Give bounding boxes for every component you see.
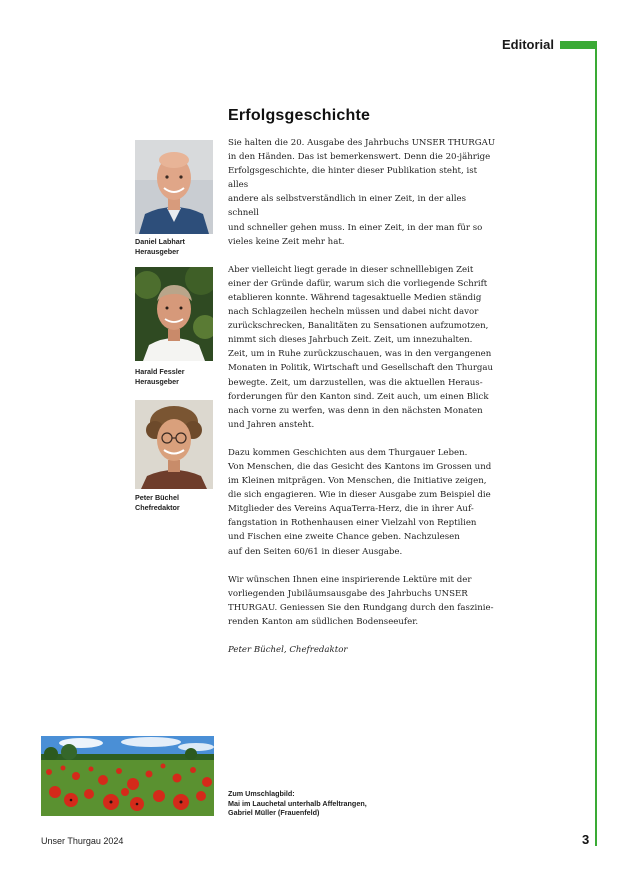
portrait-photo-3 bbox=[135, 400, 213, 489]
page-title: Erfolgsgeschichte bbox=[228, 107, 371, 124]
cover-caption bbox=[228, 789, 367, 818]
portrait-caption-3 bbox=[135, 493, 180, 512]
person-role: Herausgeber bbox=[135, 376, 179, 386]
paragraph: Aber vielleicht liegt gerade in dieser schnelllebigen Zeit einer der Gründe dafür, warum sich die vorliegende Schrift etablieren konnte. Während tagesaktuelle Medien ständig nach Schlagzeilen hecheln müssen und dabei nicht davor zurückschrecken, Banalitäten zu Sensationen aufzumotzen, nimmt sich dieses Jahrbuch Zeit. Zeit, um innezuhalten. Zeit, um in Ruhe zurückzuschauen, was in den vergangenen Monaten in Politik, Wirtschaft und Gesellschaft den Thurgau bewegte. Zeit, um darzustellen, was die aktuellen Heraus- forderungen für den Kanton sind. Zeit auch, um einen Blick nach vorne zu werfen, was denn in den nächsten Monaten und Jahren ansteht. bbox=[228, 264, 494, 430]
cover-caption-line: Mai im Lauchetal unterhalb Affeltrangen, bbox=[228, 798, 367, 808]
person-name: Daniel Labhart bbox=[135, 237, 185, 246]
signature: Peter Büchel, Chefredaktor bbox=[228, 645, 348, 655]
portrait-caption-2 bbox=[135, 367, 185, 386]
person-role: Chefredaktor bbox=[135, 502, 180, 512]
article-body bbox=[228, 136, 498, 671]
page-number: 3 bbox=[582, 832, 590, 847]
person-role: Herausgeber bbox=[135, 246, 179, 256]
portrait-caption-1 bbox=[135, 237, 185, 256]
paragraph: Wir wünschen Ihnen eine inspirierende Lektüre mit der vorliegenden Jubiläumsausgabe des Jahrbuchs UNSER THURGAU. Geniessen Sie den Rundgang durch den faszinie- renden Kanton am südlichen Bodenseeufer. bbox=[228, 574, 494, 627]
portrait-photo-1 bbox=[135, 140, 213, 234]
person-name: Harald Fessler bbox=[135, 367, 185, 376]
portrait-photo-2 bbox=[135, 267, 213, 361]
cover-caption-line: Gabriel Müller (Frauenfeld) bbox=[228, 808, 320, 817]
page-edge-line bbox=[595, 41, 597, 846]
cover-caption-heading: Zum Umschlagbild: bbox=[228, 789, 295, 798]
paragraph: Sie halten die 20. Ausgabe des Jahrbuchs UNSER THURGAU in den Händen. Das ist bemerkenswert. Denn die 20-jährige Erfolgsgeschichte, die hinter dieser Publikation steht, ist alles andere als selbstverständlich in einer Zeit, in der alles schnell und schneller gehen muss. In einer Zeit, in der man für so vieles keine Zeit mehr hat. bbox=[228, 138, 496, 247]
section-label: Editorial bbox=[501, 37, 554, 52]
section-accent-bar bbox=[560, 41, 596, 49]
footer-publication: Unser Thurgau 2024 bbox=[41, 836, 124, 846]
paragraph: Dazu kommen Geschichten aus dem Thurgauer Leben. Von Menschen, die das Gesicht des Kantons im Grossen und im Kleinen mitprägen. Von Menschen, die Initiative zeigen, die sich engagieren. Wie in dieser Ausgabe zum Beispiel die Mitglieder des Vereins AquaTerra-Herz, die in ihrer Auf- fangstation in Rothenhausen einer Vielzahl von Reptilien und Fischen eine zweite Chance geben. Nachzulesen auf den Seiten 60/61 in dieser Ausgabe. bbox=[228, 447, 492, 557]
cover-photo bbox=[41, 736, 214, 816]
person-name: Peter Büchel bbox=[135, 493, 179, 502]
